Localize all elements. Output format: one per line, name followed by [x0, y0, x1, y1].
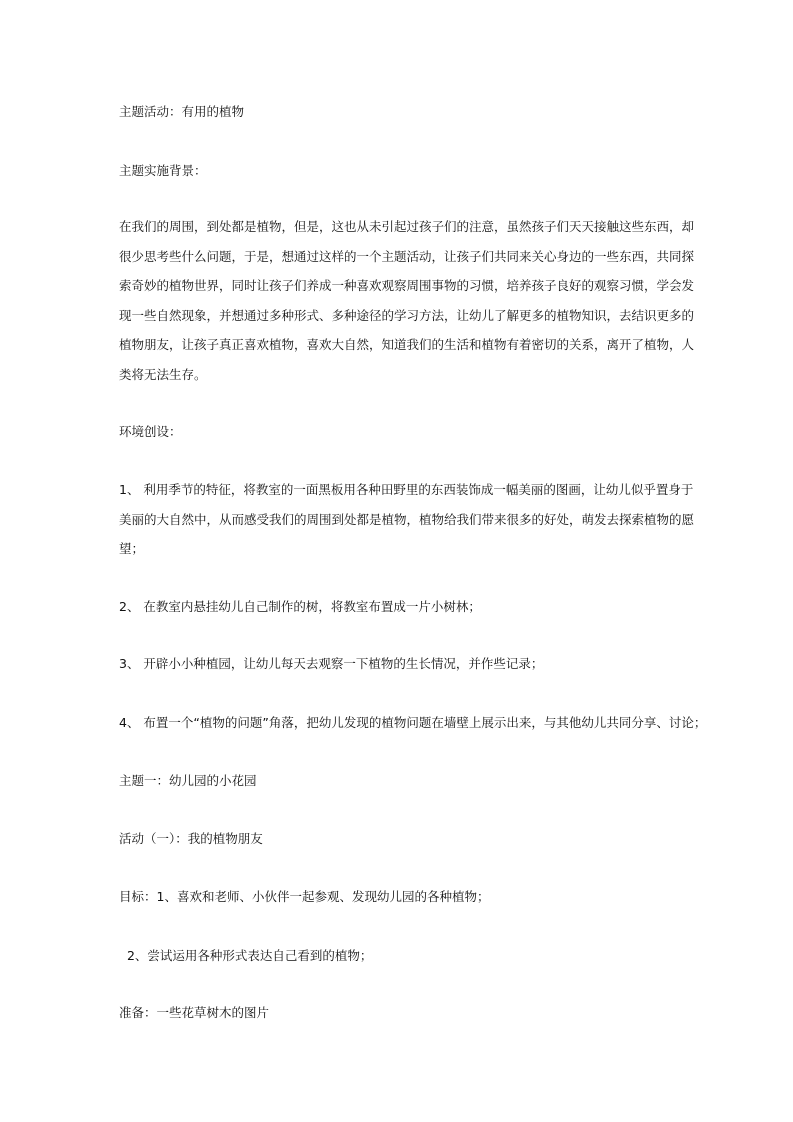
background-line: 植物朋友，让孩子真正喜欢植物，喜欢大自然，知道我们的生活和植物有着密切的关系，离开了植物，人	[119, 337, 695, 352]
environment-item-4: 4、 布置一个“植物的问题”角落，把幼儿发现的植物问题在墙壁上展示出来，与其他幼儿共同分享、讨论；	[119, 715, 707, 730]
environment-heading: 环境创设：	[119, 424, 182, 439]
goal-line-2: 2、尝试运用各种形式表达自己看到的植物；	[119, 948, 373, 963]
title-line: 主题活动：有用的植物	[119, 104, 245, 119]
goal-line-1: 目标：1、喜欢和老师、小伙伴一起参观、发现幼儿园的各种植物；	[119, 889, 490, 904]
environment-item-1-line: 1、 利用季节的特征，将教室的一面黑板用各种田野里的东西装饰成一幅美丽的图画，让幼儿似乎置身于	[119, 482, 694, 497]
environment-item-1-line: 望；	[119, 541, 145, 556]
preparation-line: 准备：一些花草树木的图片	[119, 1005, 270, 1020]
background-line: 类将无法生存。	[119, 366, 207, 382]
environment-item-3: 3、 开辟小小种植园，让幼儿每天去观察一下植物的生长情况，并作些记录；	[119, 656, 544, 671]
theme-one-heading: 主题一：幼儿园的小花园	[119, 773, 257, 788]
background-line: 在我们的周围，到处都是植物，但是，这也从未引起过孩子们的注意，虽然孩子们天天接触这些东西，却	[119, 219, 695, 234]
environment-item-1	[119, 475, 695, 564]
background-heading: 主题实施背景：	[119, 163, 207, 178]
environment-item-1-line: 美丽的大自然中，从而感受我们的周围到处都是植物，植物给我们带来很多的好处，萌发去探索植物的愿	[119, 511, 695, 527]
background-line: 很少思考些什么问题，于是，想通过这样的一个主题活动，让孩子们共同来关心身边的一些东西，共同探	[119, 248, 695, 264]
background-line: 索奇妙的植物世界，同时让孩子们养成一种喜欢观察周围事物的习惯，培养孩子良好的观察习惯，学会发	[119, 278, 695, 293]
activity-one-heading: 活动（一）：我的植物朋友	[119, 831, 263, 846]
environment-item-2: 2、 在教室内悬挂幼儿自己制作的树，将教室布置成一片小树林；	[119, 599, 481, 614]
background-paragraph	[119, 212, 695, 389]
background-line: 现一些自然现象，并想通过多种形式、多种途径的学习方法，让幼儿了解更多的植物知识，去结识更多的	[119, 307, 695, 323]
